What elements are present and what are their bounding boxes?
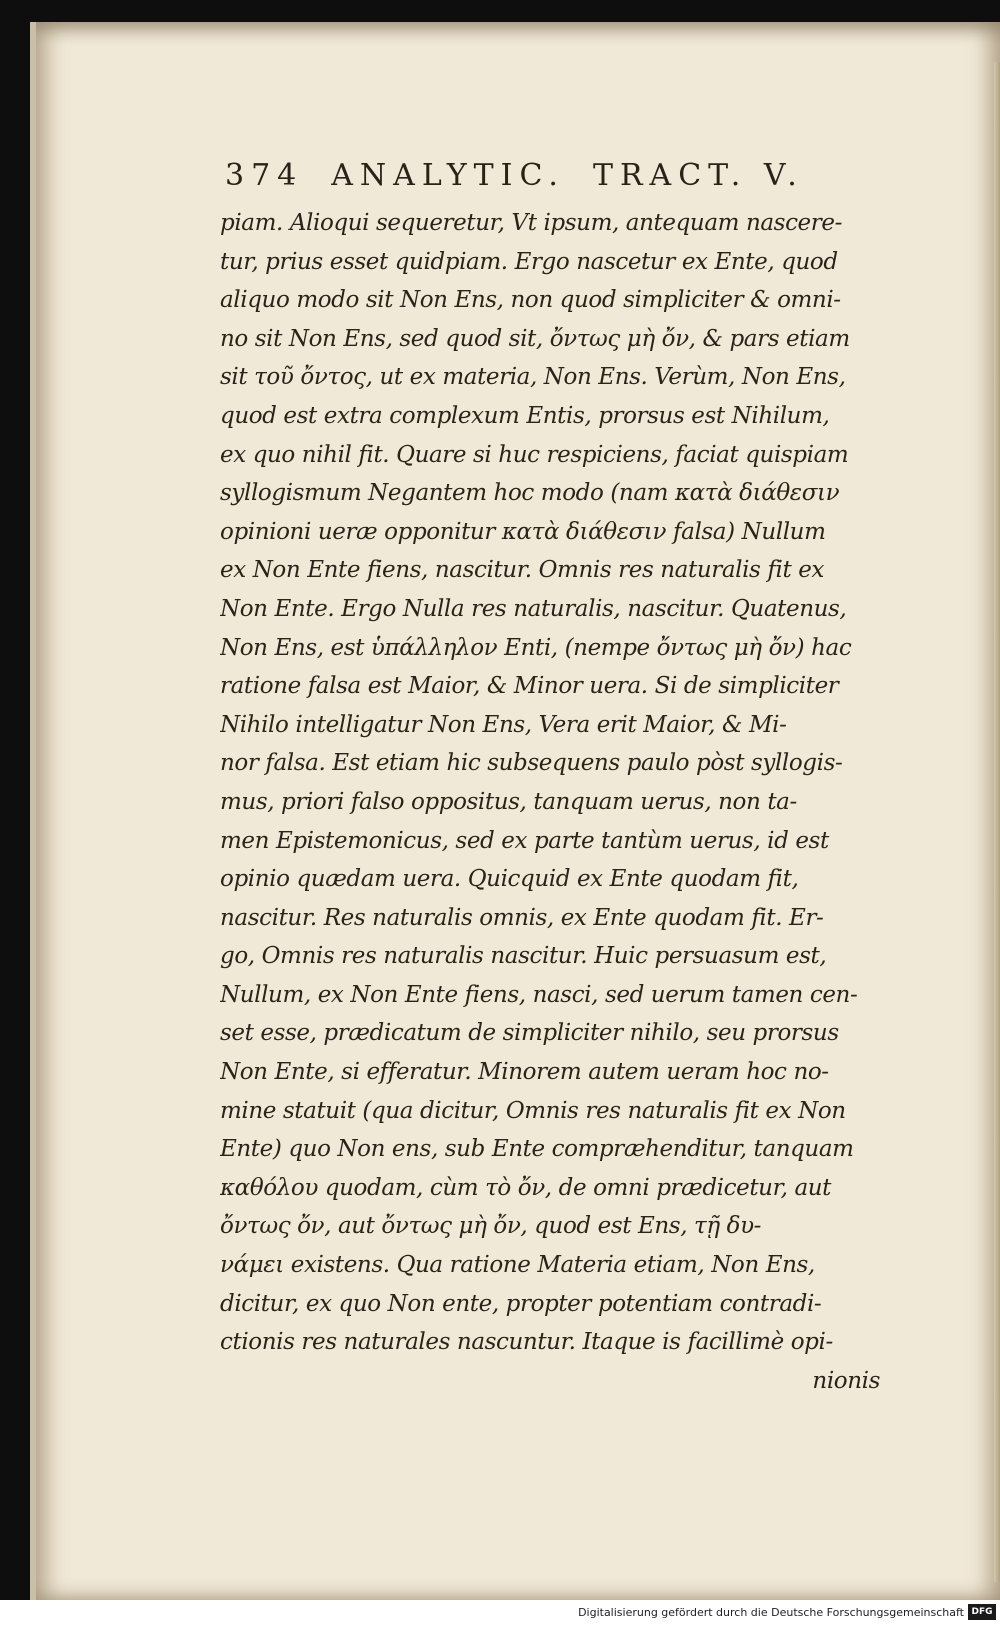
- footer-bar: [0, 1600, 1000, 1628]
- text-line: ctionis res naturales nascuntur. Itaque is facillimè opi-: [220, 1329, 833, 1356]
- text-line: dicitur, ex quo Non ente, propter potentiam contradi-: [220, 1290, 822, 1317]
- running-title: ANALYTIC.: [331, 158, 565, 193]
- body-text: [220, 204, 920, 1400]
- running-header: [225, 150, 945, 202]
- text-line: mine statuit (qua dicitur, Omnis res naturalis fit ex Non: [220, 1097, 846, 1124]
- text-line: νάμει existens. Qua ratione Materia etiam, Non Ens,: [220, 1252, 815, 1279]
- text-line: set esse, prædicatum de simpliciter nihilo, seu prorsus: [220, 1020, 839, 1047]
- text-line: piam. Alioqui sequeretur, Vt ipsum, antequam nascere-: [220, 210, 842, 236]
- text-line: tur, prius esset quidpiam. Ergo nascetur ex Ente, quod: [220, 248, 838, 275]
- digitization-credit: Digitalisierung gefördert durch die Deutsche Forschungsgemeinschaft: [578, 1606, 964, 1619]
- text-line: ex quo nihil fit. Quare si huc respiciens, faciat quispiam: [220, 441, 849, 468]
- text-line: ex Non Ente fiens, nascitur. Omnis res naturalis fit ex: [220, 557, 824, 584]
- page-edge-shadow: [994, 62, 1000, 1582]
- text-line: men Epistemonicus, sed ex parte tantùm uerus, id est: [220, 827, 829, 854]
- text-line: nascitur. Res naturalis omnis, ex Ente quodam fit. Er-: [220, 904, 824, 931]
- text-line: sit τοῦ ὄντος, ut ex materia, Non Ens. Verùm, Non Ens,: [220, 364, 846, 391]
- text-line: καθόλου quodam, cùm τὸ ὄν, de omni prædicetur, aut: [220, 1174, 832, 1201]
- text-line: opinioni ueræ opponitur κατὰ διάθεσιν falsa) Nullum: [220, 518, 826, 545]
- text-line: syllogismum Negantem hoc modo (nam κατὰ διάθεσιν: [220, 480, 840, 507]
- text-line: Non Ens, est ὑπάλληλον Enti, (nempe ὄντως μὴ ὄν) hac: [220, 634, 852, 661]
- text-line: Nihilo intelligatur Non Ens, Vera erit Maior, & Mi-: [220, 711, 787, 738]
- text-line: ratione falsa est Maior, & Minor uera. Si de simpliciter: [220, 673, 839, 700]
- dfg-logo: DFG: [968, 1604, 996, 1620]
- text-line: Non Ente. Ergo Nulla res naturalis, nascitur. Quatenus,: [220, 595, 847, 622]
- text-line: Non Ente, si efferatur. Minorem autem ueram hoc no-: [220, 1059, 829, 1086]
- text-line: aliquo modo sit Non Ens, non quod simpliciter & omni-: [220, 287, 841, 314]
- text-line: nor falsa. Est etiam hic subsequens paulo pòst syllogis-: [220, 750, 843, 777]
- text-line: ὄντως ὄν, aut ὄντως μὴ ὄν, quod est Ens, τῇ δυ-: [220, 1213, 762, 1240]
- page-number: 374: [225, 158, 304, 193]
- text-line: mus, priori falso oppositus, tanquam uerus, non ta-: [220, 788, 797, 815]
- text-line: quod est extra complexum Entis, prorsus est Nihilum,: [220, 402, 830, 429]
- tract-label: TRACT. V.: [592, 158, 804, 193]
- text-line: opinio quædam uera. Quicquid ex Ente quodam fit,: [220, 866, 799, 893]
- text-line: Ente) quo Non ens, sub Ente compræhenditur, tanquam: [220, 1136, 854, 1163]
- text-line: Nullum, ex Non Ente fiens, nasci, sed uerum tamen cen-: [220, 981, 858, 1008]
- text-line: go, Omnis res naturalis nascitur. Huic persuasum est,: [220, 943, 827, 970]
- catchword: nionis: [812, 1367, 880, 1394]
- text-line: no sit Non Ens, sed quod sit, ὄντως μὴ ὄν, & pars etiam: [220, 325, 850, 352]
